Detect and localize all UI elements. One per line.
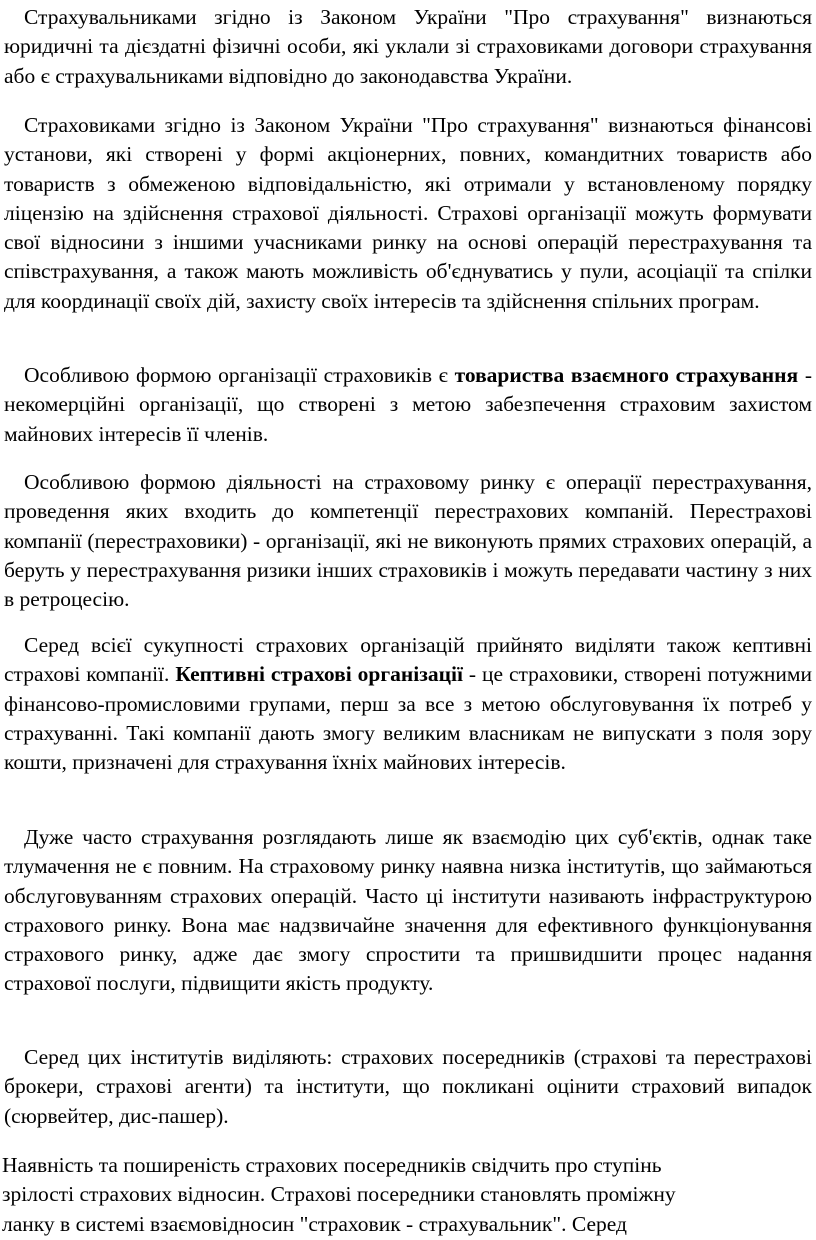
paragraph-text: Особливою формою організації страховиків є	[24, 363, 455, 387]
paragraph-reinsurance: Особливою формою діяльності на страховому ринку є операції перестрахування, проведення яких входить до компетенції перестрахових компаній. Перестрахові компанії (перестраховики) - організації, які не виконують прямих страхових операцій, а беруть у перестрахування ризики інших страховиків і можуть передавати частину з них в ретроцесію.	[4, 470, 812, 612]
bold-term-captive-insurers: Кептивні страхові організації	[175, 662, 463, 687]
paragraph-insurers: Страховиками згідно із Законом України "Про страхування" визнаються фінансові установи, які створені у формі акціонерних, повних, командитних товариств або товариств з обмеженою відповідальністю, які отримали у встановленому порядку ліцензію на здійснення страхової діяльності. Страхові організації можуть формувати свої відносини з іншими учасниками ринку на основі операцій перестрахування та співстрахування, а також мають можливість об'єднуватись у пули, асоціації та спілки для координації своїх дій, захисту своїх інтересів та здійснення спільних програм.	[4, 113, 812, 313]
paragraph-institutions: Серед цих інститутів виділяють: страхових посередників (страхові та перестрахові брокери, страхові агенти) та інститути, що покликані оцінити страховий випадок (сюрвейтер, дис-пашер).	[4, 1045, 812, 1128]
paragraph-captive-insurers	[4, 631, 812, 777]
text-line: зрілості страхових відносин. Страхові посередники становлять проміжну	[2, 1182, 676, 1207]
paragraph-policyholders: Страхувальниками згідно із Законом України "Про страхування" визнаються юридичні та дієздатні фізичні особи, які уклали зі страховиками договори страхування або є страхувальниками відповідно до законодавства України.	[4, 5, 812, 88]
text-line: ланку в системі взаємовідносин "страховик - страхувальник". Серед	[2, 1211, 627, 1236]
paragraph-intermediaries	[2, 1151, 810, 1239]
paragraph-text: - це страховики, створені потужними фінансово-промисловими групами, перш за все з метою обслуговування їх потреб у страхуванні. Такі компанії дають змогу великим власникам не випускати з поля зору кошти, призначені для страхування їхніх майнових інтересів.	[4, 662, 812, 775]
paragraph-text: - некомерційні організації, що створені з метою забезпечення страховим захистом майнових інтересів її членів.	[4, 363, 812, 446]
text-line: Наявність та поширеність страхових посередників свідчить про ступінь	[2, 1153, 662, 1177]
paragraph-text: Серед всієї сукупності страхових організацій прийнято виділяти також кептивні страхові компанії.	[4, 633, 812, 687]
paragraph-mutual-insurance	[4, 361, 812, 449]
bold-term-mutual-insurance: товариства взаємного страхування	[454, 363, 799, 387]
paragraph-infrastructure: Дуже часто страхування розглядають лише як взаємодію цих суб'єктів, однак таке тлумачення не є повним. На страховому ринку наявна низка інститутів, що займаються обслуговуванням страхових операцій. Часто ці інститути називають інфраструктурою страхового ринку. Вона має надзвичайне значення для ефективного функціонування страхового ринку, адже дає змогу спростити та пришвидшити процес надання страхової послуги, підвищити якість продукту.	[4, 825, 812, 996]
